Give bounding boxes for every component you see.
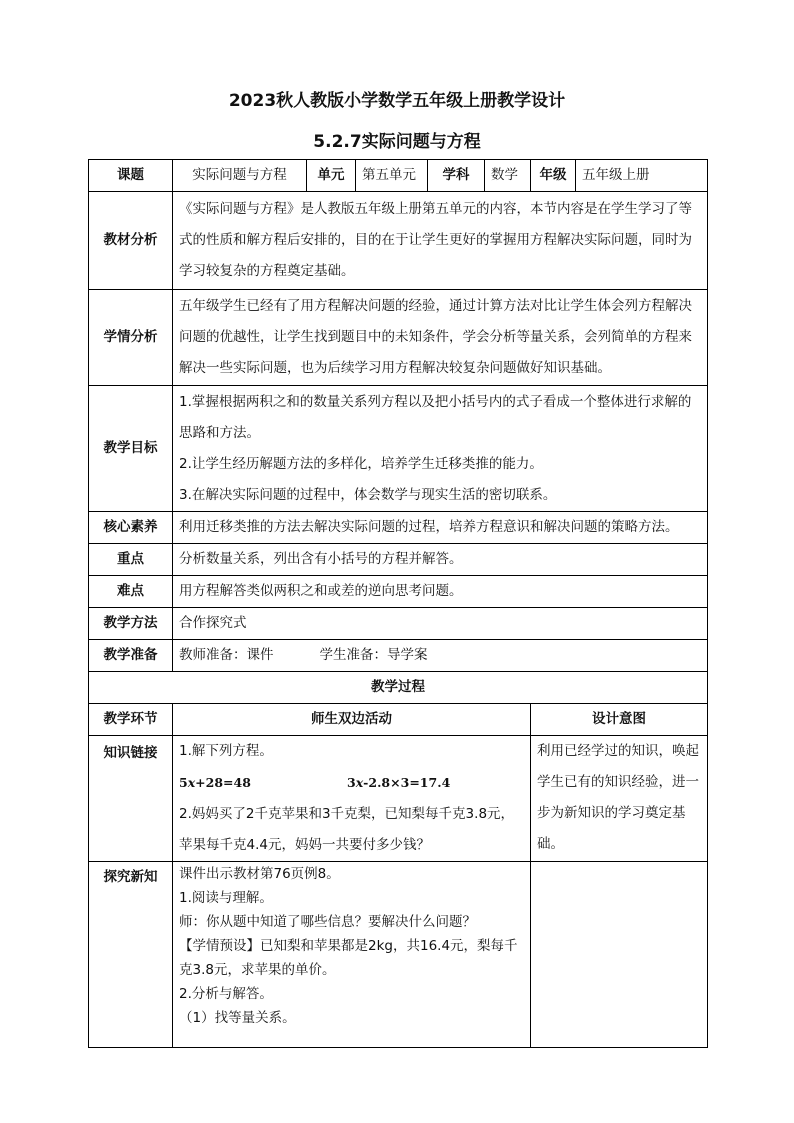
topic-value: 实际问题与方程 (173, 160, 307, 192)
subject-label: 学科 (428, 160, 485, 192)
student-analysis-text: 五年级学生已经有了用方程解决问题的经验，通过计算方法对比让学生体会列方程解决问题的优越性，让学生找到题目中的未知条件，学会分析等量关系，会列简单的方程来解决一些实际问题，也为后续学习用方程解决较复杂问题做好知识基础。 (173, 290, 708, 386)
activity-column-header: 师生双边活动 (173, 704, 531, 736)
method-text: 合作探究式 (173, 608, 708, 640)
textbook-analysis-row (89, 192, 708, 290)
review-label: 知识链接 (89, 736, 173, 862)
lesson-title: 5.2.7实际问题与方程 (313, 132, 481, 152)
teaching-goals-label: 教学目标 (89, 386, 173, 512)
student-analysis-label: 学情分析 (89, 290, 173, 386)
process-heading-row (89, 672, 708, 704)
goal-item: 1.掌握根据两积之和的数量关系列方程以及把小括号内的式子看成一个整体进行求解的思路和方法。 (179, 393, 692, 441)
stage-column-header: 教学环节 (89, 704, 173, 736)
lesson-plan-table (88, 159, 708, 1048)
preparation-label: 教学准备 (89, 640, 173, 672)
preparation-row (89, 640, 708, 672)
review-line-2: 2.妈妈买了2千克苹果和3千克梨，已知梨每千克3.8元，苹果每千克4.4元，妈妈一共要付多少钱？ (179, 806, 515, 853)
equation-row (179, 767, 524, 799)
process-header-row (89, 704, 708, 736)
explore-line: 【学情预设】已知梨和苹果都是2kg，共16.4元，梨每千克3.8元，求苹果的单价。 (179, 938, 518, 978)
key-point-text: 分析数量关系，列出含有小括号的方程并解答。 (173, 544, 708, 576)
review-activity (173, 736, 531, 862)
subject-value: 数学 (485, 160, 531, 192)
teaching-goals-row (89, 386, 708, 512)
teacher-preparation: 教师准备：课件 (179, 647, 274, 663)
core-literacy-label: 核心素养 (89, 512, 173, 544)
unit-value: 第五单元 (356, 160, 428, 192)
core-literacy-row (89, 512, 708, 544)
unit-label: 单元 (307, 160, 356, 192)
review-row (89, 736, 708, 862)
review-intent: 利用已经学过的知识，唤起学生已有的知识经验，进一步为新知识的学习奠定基础。 (531, 736, 708, 862)
method-label: 教学方法 (89, 608, 173, 640)
equation-1: 5x+28=48 (179, 775, 251, 790)
explore-line: 师：你从题中知道了哪些信息？要解决什么问题？ (179, 914, 476, 930)
student-analysis-row (89, 290, 708, 386)
core-literacy-text: 利用迁移类推的方法去解决实际问题的过程，培养方程意识和解决问题的策略方法。 (173, 512, 708, 544)
textbook-analysis-text: 《实际问题与方程》是人教版五年级上册第五单元的内容，本节内容是在学生学习了等式的性质和解方程后安排的，目的在于让学生更好的掌握用方程解决实际问题，同时为学习较复杂的方程奠定基础。 (173, 192, 708, 290)
grade-value: 五年级上册 (576, 160, 708, 192)
explore-line: 1.阅读与理解。 (179, 890, 273, 906)
document-title: 2023秋人教版小学数学五年级上册教学设计 (228, 91, 566, 111)
grade-label: 年级 (531, 160, 576, 192)
textbook-analysis-label: 教材分析 (89, 192, 173, 290)
explore-line: 2.分析与解答。 (179, 986, 273, 1002)
review-line-1: 1.解下列方程。 (179, 743, 273, 759)
teaching-goals-list (173, 386, 708, 512)
explore-intent (531, 862, 708, 1048)
preparation-text (173, 640, 708, 672)
explore-row (89, 862, 708, 1048)
explore-line: 课件出示教材第76页例8。 (179, 866, 340, 882)
equation-2: 3x-2.8×3=17.4 (347, 775, 451, 790)
key-point-label: 重点 (89, 544, 173, 576)
difficult-point-label: 难点 (89, 576, 173, 608)
goal-item: 3.在解决实际问题的过程中，体会数学与现实生活的密切联系。 (179, 486, 557, 503)
method-row (89, 608, 708, 640)
key-point-row (89, 544, 708, 576)
explore-activity (173, 862, 531, 1048)
explore-line: （1）找等量关系。 (179, 1010, 296, 1026)
topic-label: 课题 (89, 160, 173, 192)
difficult-point-row (89, 576, 708, 608)
difficult-point-text: 用方程解答类似两积之和或差的逆向思考问题。 (173, 576, 708, 608)
intent-column-header: 设计意图 (531, 704, 708, 736)
explore-label: 探究新知 (89, 862, 173, 1048)
info-row (89, 160, 708, 192)
student-preparation: 学生准备：导学案 (319, 647, 428, 663)
process-heading: 教学过程 (89, 672, 708, 704)
goal-item: 2.让学生经历解题方法的多样化，培养学生迁移类推的能力。 (179, 455, 543, 472)
